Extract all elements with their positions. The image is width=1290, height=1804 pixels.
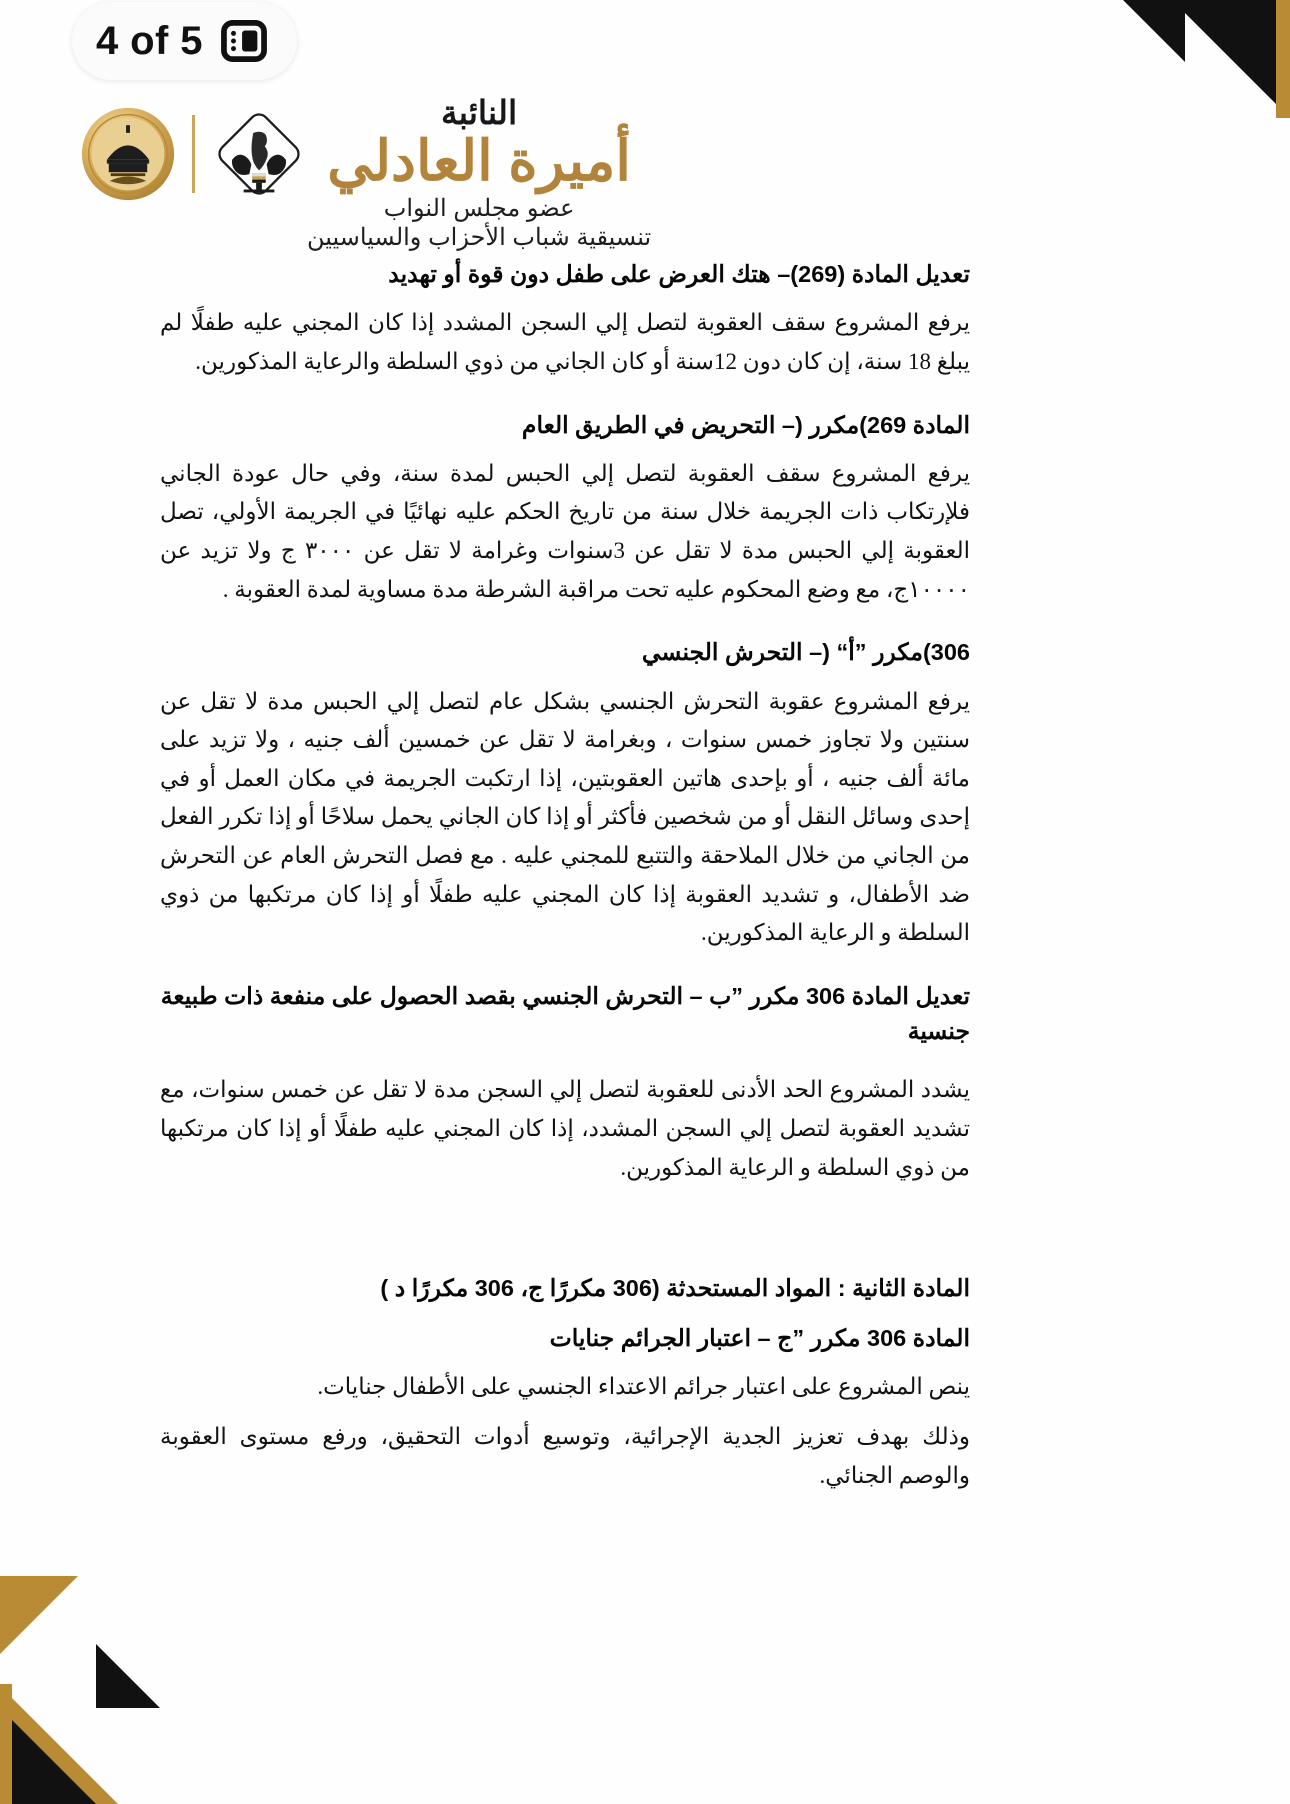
bottom-left-black-wedge-inner xyxy=(96,1644,160,1708)
section-heading: 306)مكرر ”أ“ (– التحرش الجنسي xyxy=(641,639,970,666)
section-paragraph: يرفع المشروع سقف العقوبة لتصل إلي الحبس لمدة سنة، وفي حال عودة الجاني فلإرتكاب ذات الجريمة خلال سنة من تاريخ الحكم عليه نهائيًا في الجريمة الأولي، تصل العقوبة إلي الحبس مدة لا تقل عن 3سنوات وغرامة لا تقل عن ٣٠٠٠ ج ولا تزيد عن ١٠٠٠٠ج، مع وضع المحكوم عليه تحت مراقبة الشرطة مدة مساوية لمدة العقوبة . xyxy=(160,460,970,602)
bottom-left-gold-wedge-upper xyxy=(0,1576,78,1654)
section-paragraph: يشدد المشروع الحد الأدنى للعقوبة لتصل إلي السجن مدة لا تقل عن خمس سنوات، مع تشديد العقوبة لتصل إلي السجن المشدد، إذا كان المجني عليه طفلًا أو إذا كان مرتكبها من ذوي السلطة و الرعاية المذكورين. xyxy=(160,1077,970,1180)
section-heading: تعديل المادة (269)– هتك العرض على طفل دون قوة أو تهديد xyxy=(388,261,970,287)
parliament-seal-logo xyxy=(80,106,176,202)
page-indicator-label: 4 of 5 xyxy=(96,18,203,63)
mp-role: النائبة xyxy=(441,94,518,131)
mp-identity-block xyxy=(307,92,651,252)
top-right-black-wedge-inner xyxy=(1123,0,1185,62)
document-body xyxy=(160,255,970,1496)
header-logos xyxy=(80,92,307,202)
section-paragraph: يرفع المشروع سقف العقوبة لتصل إلي السجن المشدد إذا كان المجني عليه طفلًا لم يبلغ 18 سنة، إن كان دون 12سنة أو كان الجاني من ذوي السلطة والرعاية المذكورين. xyxy=(160,310,970,374)
section-spacer xyxy=(160,1187,970,1245)
document-header xyxy=(0,92,1290,252)
page-indicator[interactable] xyxy=(72,2,297,80)
layout-panel-icon xyxy=(221,20,267,62)
bottom-left-black-wedge xyxy=(0,1708,96,1804)
mp-subtitle-line2: تنسيقية شباب الأحزاب والسياسيين xyxy=(307,224,652,252)
section-heading: المادة 306 مكرر ”ج – اعتبار الجرائم جنايات xyxy=(549,1324,970,1351)
logo-divider xyxy=(192,115,195,193)
section-paragraph: ينص المشروع على اعتبار جرائم الاعتداء الجنسي على الأطفال جنايات. xyxy=(317,1373,970,1399)
section-paragraph: وذلك بهدف تعزيز الجدية الإجرائية، وتوسيع أدوات التحقيق، ورفع مستوى العقوبة والوصم الجنائي. xyxy=(160,1424,970,1488)
section-heading: تعديل المادة 306 مكرر ”ب – التحرش الجنسي بقصد الحصول على منفعة ذات طبيعة جنسية xyxy=(160,982,970,1045)
section-heading: المادة الثانية : المواد المستحدثة (306 مكررًا ج، 306 مكررًا د ) xyxy=(380,1275,970,1302)
mp-subtitle-line1: عضو مجلس النواب xyxy=(383,194,575,222)
youth-parties-coordination-logo xyxy=(211,106,307,202)
section-heading: المادة 269)مكرر (– التحريض في الطريق العام xyxy=(521,411,970,438)
mp-name: أميرة العادلي xyxy=(327,128,631,192)
section-paragraph: يرفع المشروع عقوبة التحرش الجنسي بشكل عام لتصل إلي الحبس مدة لا تقل عن سنتين ولا تجاوز خمس سنوات ، وبغرامة لا تقل عن خمسين ألف جنيه ، ولا تزيد على مائة ألف جنيه ، أو بإحدى هاتين العقوبتين، إذا ارتكبت الجريمة في مكان العمل أو في إحدى وسائل النقل أو من شخصين فأكثر أو إذا كان الجاني يحمل سلاحًا أو إذا تكرر الفعل من الجاني من خلال الملاحقة والتتبع للمجني عليه . مع فصل التحرش العام عن التحرش ضد الأطفال، و تشديد العقوبة إذا كان المجني عليه طفلًا أو إذا كان مرتكبها من ذوي السلطة و الرعاية المذكورين. xyxy=(160,688,970,946)
bottom-left-gold-strip xyxy=(0,1684,12,1804)
